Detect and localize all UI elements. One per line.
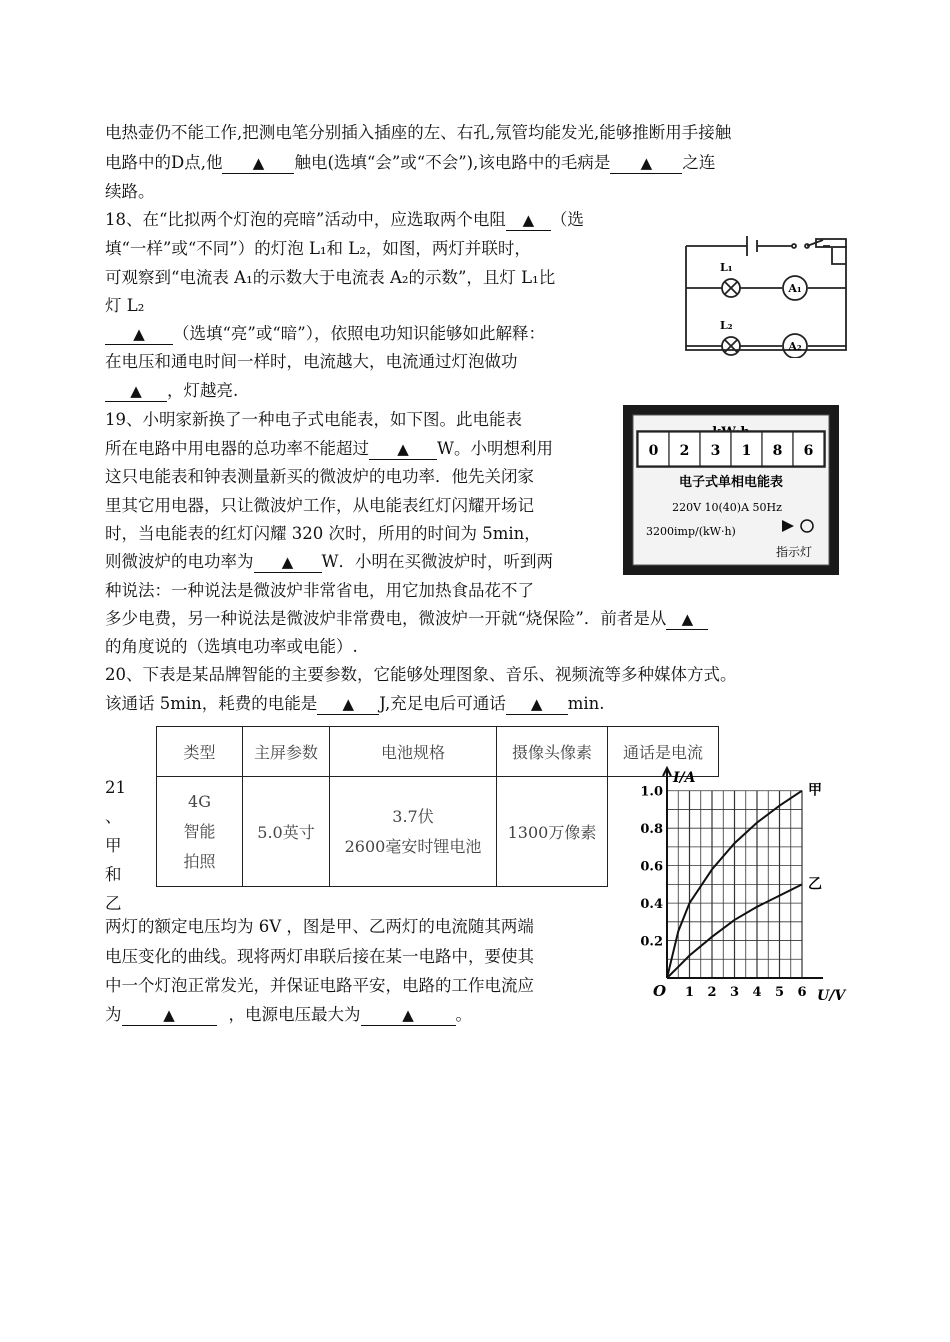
lamp-label: 指示灯: [775, 545, 813, 559]
table-header: 类型: [157, 727, 243, 777]
answer-blank[interactable]: ▲: [361, 1005, 456, 1026]
circuit-diagram: [682, 228, 854, 358]
table-header: 摄像头像素: [497, 727, 608, 777]
q19-line-9: 的角度说的（选填电功率或电能）.: [105, 637, 358, 656]
table-cell-type: 4G 智能 拍照: [157, 777, 243, 887]
answer-blank[interactable]: ▲: [506, 210, 551, 231]
a2-label: A₂: [788, 340, 802, 353]
q19-line-4: 里其它用电器，只让微波炉工作，从电能表红灯闪耀开场记: [105, 496, 534, 515]
meter-digit: 2: [679, 443, 690, 459]
table-cell-camera: 1300万像素: [497, 777, 608, 887]
q21-line-2: 电压变化的曲线。现将两灯串联后接在某一电路中，要使其: [105, 947, 534, 966]
series-label: 乙: [808, 876, 822, 893]
table-cell-battery: 3.7伏 2600毫安时锂电池: [330, 777, 497, 887]
meter-digit: 0: [648, 443, 659, 459]
meter-digit: 8: [772, 443, 783, 459]
q19-line-1: 19、小明家新换了一种电子式电能表，如下图。此电能表: [105, 410, 522, 429]
x-axis-label: U/V: [817, 988, 846, 1004]
meter-imp: 3200imp/(kW·h): [646, 525, 736, 538]
answer-blank[interactable]: ▲: [254, 552, 322, 573]
q19-line-6: 则微波炉的电功率为 ▲ W．小明在买微波炉时，听到两: [105, 552, 553, 571]
x-tick-label: 1: [684, 985, 695, 1000]
meter-digit: 3: [710, 443, 721, 459]
table-cell-screen: 5.0英寸: [243, 777, 330, 887]
q18-line-7: ▲ ，灯越亮.: [105, 379, 238, 403]
q21-number: 21 、 甲 和 乙: [105, 778, 126, 913]
q19-line-7: 种说法：一种说法是微波炉非常省电，用它加热食品花不了: [105, 581, 534, 600]
meter-name: 电子式单相电能表: [678, 475, 784, 490]
current-voltage-chart: [635, 760, 850, 1005]
table-header: 电池规格: [330, 727, 497, 777]
answer-blank[interactable]: ▲: [666, 609, 708, 630]
energy-meter: [622, 404, 840, 576]
q19-line-5: 时，当电能表的红灯闪耀 320 次时，所用的时间为 5min，: [105, 524, 541, 543]
meter-spec: 220V 10(40)A 50Hz: [672, 501, 782, 514]
answer-blank[interactable]: ▲: [222, 153, 294, 174]
y-tick-label: 0.2: [640, 934, 663, 950]
answer-blank[interactable]: ▲: [122, 1005, 217, 1026]
x-tick-label: 4: [752, 985, 762, 1000]
y-tick-label: 0.8: [640, 822, 663, 838]
l2-label: L₂: [720, 319, 733, 332]
meter-digit: 1: [741, 443, 752, 459]
l1-label: L₁: [720, 261, 733, 274]
x-tick-label: 2: [707, 985, 717, 1000]
answer-blank[interactable]: ▲: [610, 153, 682, 174]
answer-blank[interactable]: ▲: [105, 324, 173, 345]
q18-line-2: 填“一样”或“不同”）的灯泡 L₁和 L₂，如图，两灯并联时，: [105, 239, 531, 258]
series-label: 甲: [808, 782, 822, 799]
q18-line-6: 在电压和通电时间一样时，电流越大，电流通过灯泡做功: [105, 352, 518, 371]
q21-line-1: 两灯的额定电压均为 6V ，图是甲、乙两灯的电流随其两端: [105, 917, 534, 936]
q19-line-8: 多少电费，另一种说法是微波炉非常费电，微波炉一开就“烧保险”．前者是从 ▲: [105, 607, 708, 631]
y-tick-label: 1.0: [640, 784, 663, 800]
origin-label: O: [653, 982, 667, 1000]
q20-line-1: 20、下表是某品牌智能的主要参数，它能够处理图象、音乐、视频流等多种媒体方式。: [105, 665, 737, 684]
q18-line-1: 18、在“比拟两个灯泡的亮暗”活动中，应选取两个电阻 ▲ （选: [105, 210, 584, 229]
q18-line-4: 灯 L₂: [105, 296, 145, 315]
x-tick-label: 6: [797, 985, 807, 1000]
q19-line-2: 所在电路中用电器的总功率不能超过 ▲ W。小明想利用: [105, 439, 553, 458]
table-header: 主屏参数: [243, 727, 330, 777]
table-header: 通话是电流: [608, 727, 719, 777]
answer-blank[interactable]: ▲: [369, 439, 437, 460]
x-tick-label: 3: [729, 985, 740, 1000]
answer-blank[interactable]: ▲: [105, 381, 167, 402]
y-tick-label: 0.4: [640, 897, 663, 913]
x-tick-label: 5: [774, 985, 785, 1000]
q21-line-3: 中一个灯泡正常发光，并保证电路平安，电路的工作电流应: [105, 976, 534, 995]
q17-line-3: 续路。: [105, 182, 155, 201]
a1-label: A₁: [788, 282, 802, 295]
y-tick-label: 0.6: [640, 859, 663, 875]
meter-digit: 6: [803, 443, 814, 459]
answer-blank[interactable]: ▲: [317, 694, 379, 715]
q18-line-5: ▲ （选填“亮”或“暗”），依照电功知识能够如此解释：: [105, 322, 545, 346]
q19-line-3: 这只电能表和钟表测量新买的微波炉的电功率．他先关闭家: [105, 467, 534, 486]
q20-line-2: 该通话 5min，耗费的电能是 ▲ J,充足电后可通话 ▲ min.: [105, 694, 605, 713]
answer-blank[interactable]: ▲: [506, 694, 568, 715]
q21-line-4: 为 ▲ ，电源电压最大为 ▲ 。: [105, 1005, 472, 1024]
q17-line-1: 电热壶仍不能工作,把测电笔分别插入插座的左、右孔,氖管均能发光,能够推断用手接触: [105, 123, 732, 142]
q18-line-3: 可观察到“电流表 A₁的示数大于电流表 A₂的示数”，且灯 L₁比: [105, 268, 556, 287]
y-axis-label: I/A: [673, 770, 696, 786]
q17-line-2: 电路中的D点,他 ▲ 触电(选填“会”或“不会”),该电路中的毛病是 ▲ 之连: [105, 153, 716, 172]
